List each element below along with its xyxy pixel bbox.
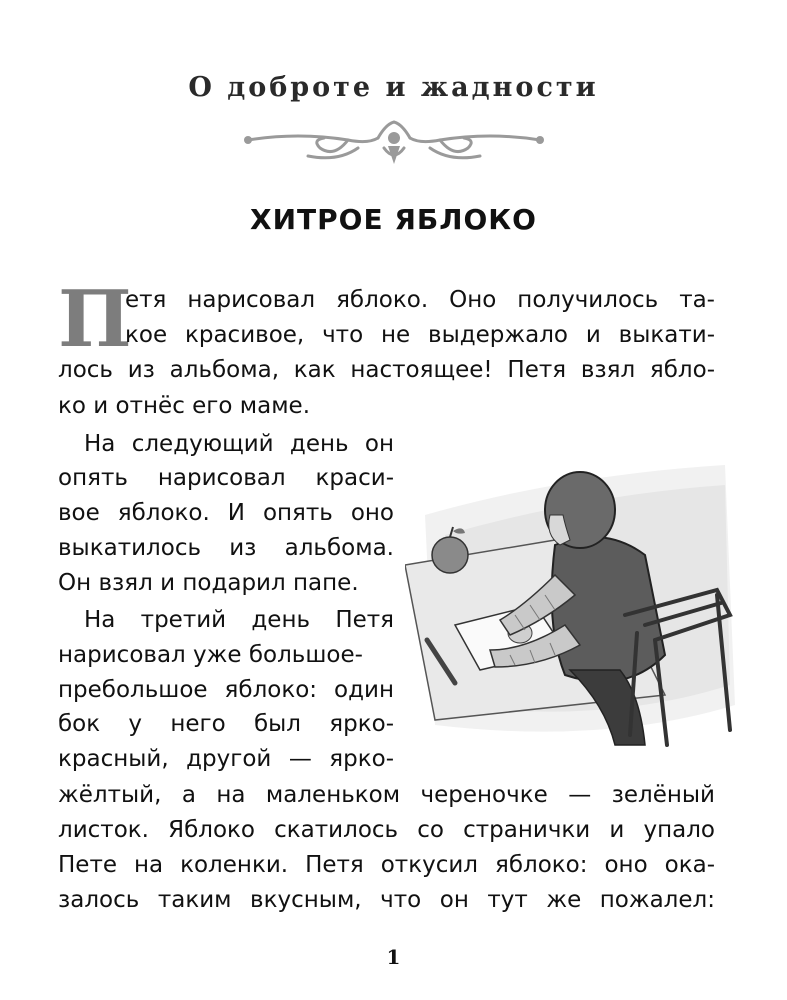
text-line: На следующий день он	[84, 431, 394, 457]
page-number: 1	[386, 945, 401, 969]
text-line: етя нарисовал яблоко. Оно получилось та-	[125, 287, 715, 313]
text-line: Пете на коленки. Петя откусил яблоко: оно ока-	[58, 852, 715, 878]
text-line: опять нарисовал краси-	[58, 465, 394, 491]
boy-drawing-apple-illustration-icon	[405, 455, 740, 755]
text-line: вое яблоко. И опять оно	[58, 500, 394, 526]
text-line: нарисовал уже большое-	[58, 642, 363, 668]
text-line: пребольшое яблоко: один	[58, 677, 394, 703]
text-line: залось таким вкусным, что он тут же пожалел:	[58, 887, 715, 913]
section-title: О доброте и жадности	[188, 72, 599, 103]
text-line: бок у него был ярко-	[58, 711, 394, 737]
text-line: На третий день Петя	[84, 607, 394, 633]
text-line: выкатилось из альбома.	[58, 535, 394, 561]
text-line: жёлтый, а на маленьком череночке — зелёный	[58, 782, 715, 808]
story-title: ХИТРОЕ ЯБЛОКО	[250, 203, 537, 236]
text-line: красный, другой — ярко-	[58, 746, 394, 772]
text-line: кое красивое, что не выдержало и выкати-	[125, 322, 715, 348]
text-line: Он взял и подарил папе.	[58, 570, 359, 596]
ornament-divider-icon	[238, 118, 550, 168]
text-line: ко и отнёс его маме.	[58, 393, 311, 419]
text-line: лось из альбома, как настоящее! Петя взял ябло-	[58, 357, 715, 383]
text-line: листок. Яблоко скатилось со странички и упало	[58, 817, 715, 843]
drop-cap: П	[58, 274, 132, 365]
